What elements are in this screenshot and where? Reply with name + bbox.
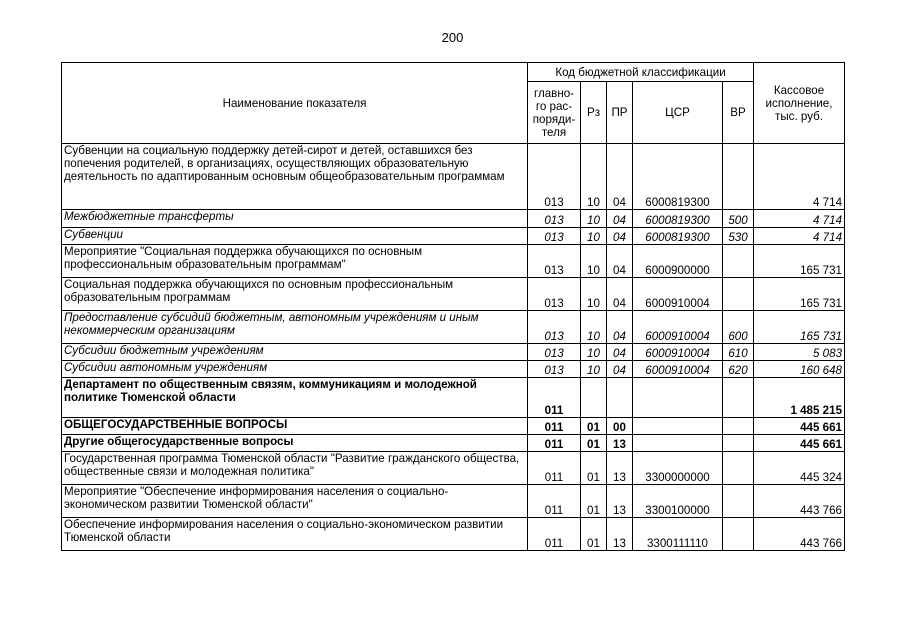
row-name: Субвенции на социальную поддержку детей-сирот и детей, оставшихся без попечения родителей, в организациях, осуществляющих образовательную деятельность по адаптированным основным общеобразовательным программам bbox=[62, 144, 528, 210]
row-vr: 610 bbox=[723, 344, 754, 361]
header-name: Наименование показателя bbox=[62, 63, 528, 144]
table-row bbox=[62, 144, 845, 210]
row-rz bbox=[581, 378, 607, 418]
table-row bbox=[62, 452, 845, 485]
row-pr: 04 bbox=[607, 278, 633, 311]
row-rz: 10 bbox=[581, 361, 607, 378]
row-name: Предоставление субсидий бюджетным, автономным учреждениям и иным некоммерческим организациям bbox=[62, 311, 528, 344]
row-pr: 00 bbox=[607, 418, 633, 435]
row-grbs: 013 bbox=[528, 361, 581, 378]
row-amount: 1 485 215 bbox=[754, 378, 845, 418]
row-amount: 5 083 bbox=[754, 344, 845, 361]
row-rz: 10 bbox=[581, 344, 607, 361]
table-row bbox=[62, 485, 845, 518]
row-grbs: 013 bbox=[528, 228, 581, 245]
row-vr bbox=[723, 418, 754, 435]
row-rz: 01 bbox=[581, 452, 607, 485]
row-grbs: 013 bbox=[528, 144, 581, 210]
row-csr bbox=[633, 418, 723, 435]
table-row bbox=[62, 210, 845, 228]
row-pr: 04 bbox=[607, 245, 633, 278]
table-row bbox=[62, 418, 845, 435]
row-vr bbox=[723, 518, 754, 551]
row-csr bbox=[633, 435, 723, 452]
row-name: ОБЩЕГОСУДАРСТВЕННЫЕ ВОПРОСЫ bbox=[62, 418, 528, 435]
row-rz: 01 bbox=[581, 418, 607, 435]
row-csr: 6000819300 bbox=[633, 144, 723, 210]
header-grbs-line-2: го рас- bbox=[535, 99, 573, 113]
header-grbs-line-1: главно- bbox=[533, 86, 575, 100]
table-body bbox=[62, 144, 845, 551]
row-csr: 6000910004 bbox=[633, 311, 723, 344]
row-csr: 3300111110 bbox=[633, 518, 723, 551]
row-grbs: 011 bbox=[528, 378, 581, 418]
row-pr: 13 bbox=[607, 452, 633, 485]
row-pr bbox=[607, 378, 633, 418]
header-amount-line-1: Кассовое bbox=[773, 83, 825, 97]
row-name: Межбюджетные трансферты bbox=[62, 210, 528, 228]
table-header bbox=[62, 63, 845, 144]
row-rz: 10 bbox=[581, 245, 607, 278]
row-grbs: 011 bbox=[528, 452, 581, 485]
header-amount bbox=[754, 63, 845, 144]
row-grbs: 011 bbox=[528, 418, 581, 435]
row-rz: 10 bbox=[581, 278, 607, 311]
header-pr: ПР bbox=[607, 82, 633, 144]
row-vr: 600 bbox=[723, 311, 754, 344]
row-pr: 04 bbox=[607, 344, 633, 361]
row-rz: 01 bbox=[581, 435, 607, 452]
row-name: Обеспечение информирования населения о социально-экономическом развитии Тюменской области bbox=[62, 518, 528, 551]
row-vr bbox=[723, 485, 754, 518]
row-name: Мероприятие "Обеспечение информирования населения о социально-экономическом развитии Тюменской области" bbox=[62, 485, 528, 518]
row-amount: 445 661 bbox=[754, 418, 845, 435]
row-rz: 01 bbox=[581, 518, 607, 551]
row-csr: 6000910004 bbox=[633, 278, 723, 311]
table-row bbox=[62, 378, 845, 418]
row-name: Государственная программа Тюменской области "Развитие гражданского общества, общественные связи и молодежная политика" bbox=[62, 452, 528, 485]
row-amount: 445 661 bbox=[754, 435, 845, 452]
row-name: Департамент по общественным связям, коммуникациям и молодежной политике Тюменской области bbox=[62, 378, 528, 418]
row-grbs: 013 bbox=[528, 311, 581, 344]
row-amount: 4 714 bbox=[754, 210, 845, 228]
header-grbs-line-4: теля bbox=[541, 125, 567, 139]
header-csr: ЦСР bbox=[633, 82, 723, 144]
row-amount: 165 731 bbox=[754, 245, 845, 278]
row-vr bbox=[723, 278, 754, 311]
row-csr: 6000910004 bbox=[633, 361, 723, 378]
table-row bbox=[62, 311, 845, 344]
header-amount-line-2: исполнение, bbox=[765, 96, 833, 110]
row-name: Субсидии бюджетным учреждениям bbox=[62, 344, 528, 361]
row-amount: 4 714 bbox=[754, 144, 845, 210]
header-grbs bbox=[528, 82, 581, 144]
table-row bbox=[62, 361, 845, 378]
table-row bbox=[62, 228, 845, 245]
row-amount: 160 648 bbox=[754, 361, 845, 378]
row-grbs: 013 bbox=[528, 344, 581, 361]
row-csr: 6000900000 bbox=[633, 245, 723, 278]
row-rz: 01 bbox=[581, 485, 607, 518]
row-name: Мероприятие "Социальная поддержка обучающихся по основным профессиональным образовательным программам" bbox=[62, 245, 528, 278]
row-csr: 6000819300 bbox=[633, 228, 723, 245]
row-pr: 04 bbox=[607, 144, 633, 210]
row-amount: 165 731 bbox=[754, 278, 845, 311]
row-amount: 443 766 bbox=[754, 485, 845, 518]
row-csr: 3300000000 bbox=[633, 452, 723, 485]
row-csr: 6000910004 bbox=[633, 344, 723, 361]
row-vr: 500 bbox=[723, 210, 754, 228]
row-name: Субвенции bbox=[62, 228, 528, 245]
row-vr: 620 bbox=[723, 361, 754, 378]
row-amount: 165 731 bbox=[754, 311, 845, 344]
row-csr: 6000819300 bbox=[633, 210, 723, 228]
row-pr: 04 bbox=[607, 311, 633, 344]
row-vr bbox=[723, 452, 754, 485]
row-grbs: 013 bbox=[528, 278, 581, 311]
header-code-group: Код бюджетной классификации bbox=[528, 63, 754, 82]
table-row bbox=[62, 278, 845, 311]
row-amount: 443 766 bbox=[754, 518, 845, 551]
row-amount: 445 324 bbox=[754, 452, 845, 485]
header-vr: ВР bbox=[723, 82, 754, 144]
row-csr: 3300100000 bbox=[633, 485, 723, 518]
table-row bbox=[62, 435, 845, 452]
row-name: Другие общегосударственные вопросы bbox=[62, 435, 528, 452]
table-row bbox=[62, 344, 845, 361]
page-number: 200 bbox=[441, 30, 464, 45]
row-pr: 13 bbox=[607, 518, 633, 551]
row-vr bbox=[723, 378, 754, 418]
row-csr bbox=[633, 378, 723, 418]
row-grbs: 011 bbox=[528, 485, 581, 518]
budget-table bbox=[61, 62, 845, 551]
table-row bbox=[62, 518, 845, 551]
row-grbs: 011 bbox=[528, 435, 581, 452]
table-row bbox=[62, 245, 845, 278]
row-name: Субсидии автономным учреждениям bbox=[62, 361, 528, 378]
row-pr: 13 bbox=[607, 485, 633, 518]
row-rz: 10 bbox=[581, 311, 607, 344]
row-rz: 10 bbox=[581, 144, 607, 210]
row-grbs: 013 bbox=[528, 210, 581, 228]
row-name: Социальная поддержка обучающихся по основным профессиональным образовательным программам bbox=[62, 278, 528, 311]
row-grbs: 011 bbox=[528, 518, 581, 551]
header-rz: Рз bbox=[581, 82, 607, 144]
row-pr: 04 bbox=[607, 210, 633, 228]
row-rz: 10 bbox=[581, 210, 607, 228]
header-grbs-line-3: поряди- bbox=[532, 112, 576, 126]
row-amount: 4 714 bbox=[754, 228, 845, 245]
row-vr bbox=[723, 144, 754, 210]
row-vr bbox=[723, 245, 754, 278]
row-pr: 04 bbox=[607, 361, 633, 378]
row-vr bbox=[723, 435, 754, 452]
row-pr: 04 bbox=[607, 228, 633, 245]
header-amount-line-3: тыс. руб. bbox=[775, 109, 824, 123]
row-vr: 530 bbox=[723, 228, 754, 245]
row-rz: 10 bbox=[581, 228, 607, 245]
row-pr: 13 bbox=[607, 435, 633, 452]
row-grbs: 013 bbox=[528, 245, 581, 278]
